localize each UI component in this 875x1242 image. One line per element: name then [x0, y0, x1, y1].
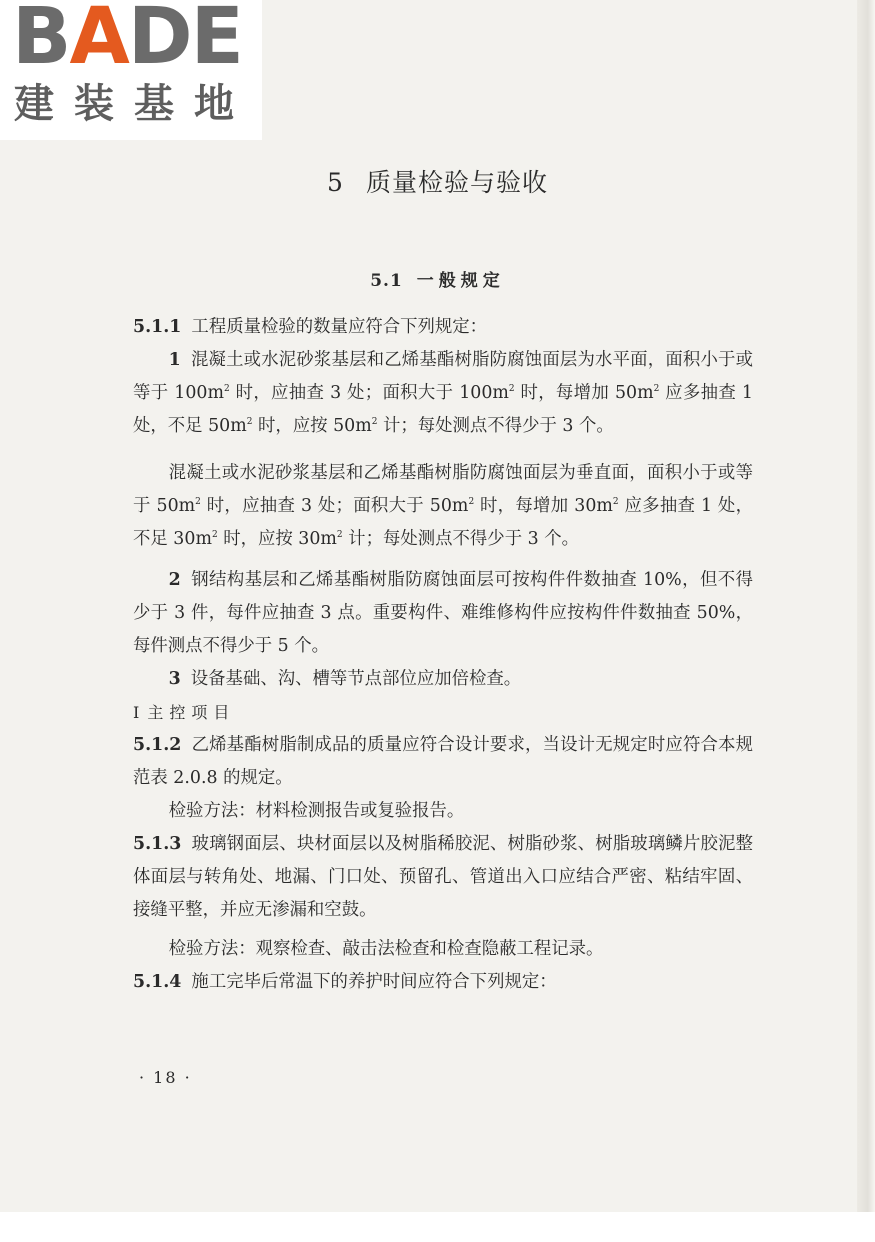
logo-letter-b: B	[12, 0, 70, 82]
item-number: 3	[168, 669, 181, 689]
item-text: 时，每增加 50m	[514, 383, 654, 403]
logo	[0, 0, 262, 140]
sub-heading-title: 主控项目	[147, 703, 236, 722]
item-text: 应多抽查 1 处，不足 50m	[133, 383, 753, 436]
clause-number: 5.1.2	[133, 735, 182, 755]
item-text: 计；每处测点不得少于 3 个。	[342, 529, 579, 549]
superscript: 2	[211, 530, 218, 541]
sub-heading-main-control	[133, 696, 753, 729]
clause-text: 乙烯基酯树脂制成品的质量应符合设计要求，当设计无规定时应符合本规范表 2.0.8 的规定。	[133, 735, 753, 788]
clause-5-1-3	[133, 828, 753, 927]
item-text: 计；每处测点不得少于 3 个。	[377, 416, 614, 436]
item-number: 2	[168, 570, 181, 590]
superscript: 2	[336, 530, 343, 541]
superscript: 2	[371, 417, 378, 428]
clause-5-1-2-method: 检验方法：材料检测报告或复验报告。	[168, 801, 465, 821]
clause-5-1-4	[133, 966, 753, 999]
item-text: 混凝土或水泥砂浆基层和乙烯基酯树脂防腐蚀面层为垂直面，面积小于或等于 50m	[133, 463, 753, 516]
clause-item-3	[133, 663, 753, 696]
section-title	[0, 266, 875, 291]
clause-number: 5.1.4	[133, 972, 182, 992]
sub-heading-numeral: Ⅰ	[133, 703, 140, 722]
superscript: 2	[508, 384, 515, 395]
clause-number: 5.1.3	[133, 834, 182, 854]
logo-subtitle: 建装基地	[14, 81, 254, 127]
item-text: 时，应按 30m	[217, 529, 337, 549]
item-text: 钢结构基层和乙烯基酯树脂防腐蚀面层可按构件件数抽查 10%，但不得少于 3 件，每件应抽查 3 点。重要构件、难维修构件应按构件件数抽查 50%，每件测点不得少于 5 个。	[133, 570, 753, 656]
clause-text: 施工完毕后常温下的养护时间应符合下列规定：	[191, 972, 557, 992]
item-text: 时，应按 50m	[252, 416, 372, 436]
logo-letters-de: DE	[127, 0, 242, 82]
superscript: 2	[224, 384, 230, 395]
bottom-band	[0, 1212, 875, 1242]
chapter-number: 5	[327, 168, 344, 197]
section-number: 5.1	[370, 271, 403, 291]
superscript: 2	[468, 497, 475, 508]
clause-item-2	[133, 564, 753, 663]
document-body	[133, 311, 753, 999]
item-text: 时，每增加 30m	[474, 496, 613, 516]
clause-5-1-3-method: 检验方法：观察检查、敲击法检查和检查隐蔽工程记录。	[168, 939, 604, 959]
clause-item-1	[133, 344, 753, 443]
superscript: 2	[612, 497, 619, 508]
clause-item-1-continued	[133, 457, 753, 556]
item-number: 1	[168, 350, 181, 370]
page-number: · 18 ·	[139, 1068, 192, 1087]
section-title-text: 一般规定	[416, 271, 505, 291]
item-text: 时，应抽查 3 处；面积大于 50m	[200, 496, 469, 516]
chapter-title-text: 质量检验与验收	[365, 168, 548, 197]
item-text: 应多抽查 1 处，不足 30m	[133, 496, 753, 549]
superscript: 2	[653, 384, 660, 395]
superscript: 2	[195, 497, 201, 508]
logo-wordmark	[12, 0, 242, 82]
item-text: 混凝土或水泥砂浆基层和乙烯基酯树脂防腐蚀面层为水平面，面积小于或等于 100m	[133, 350, 753, 403]
clause-5-1-1	[133, 311, 753, 344]
clause-number: 5.1.1	[133, 317, 182, 337]
clause-text: 玻璃钢面层、块材面层以及树脂稀胶泥、树脂砂浆、树脂玻璃鳞片胶泥整体面层与转角处、地漏、门口处、预留孔、管道出入口应结合严密、粘结牢固、接缝平整，并应无渗漏和空鼓。	[133, 834, 753, 920]
logo-letter-a: A	[69, 0, 128, 82]
item-text: 时，应抽查 3 处；面积大于 100m	[229, 383, 509, 403]
clause-text: 工程质量检验的数量应符合下列规定：	[191, 317, 488, 337]
chapter-title	[0, 163, 875, 199]
clause-5-1-2	[133, 729, 753, 795]
item-text: 设备基础、沟、槽等节点部位应加倍检查。	[190, 669, 522, 689]
superscript: 2	[246, 417, 253, 428]
